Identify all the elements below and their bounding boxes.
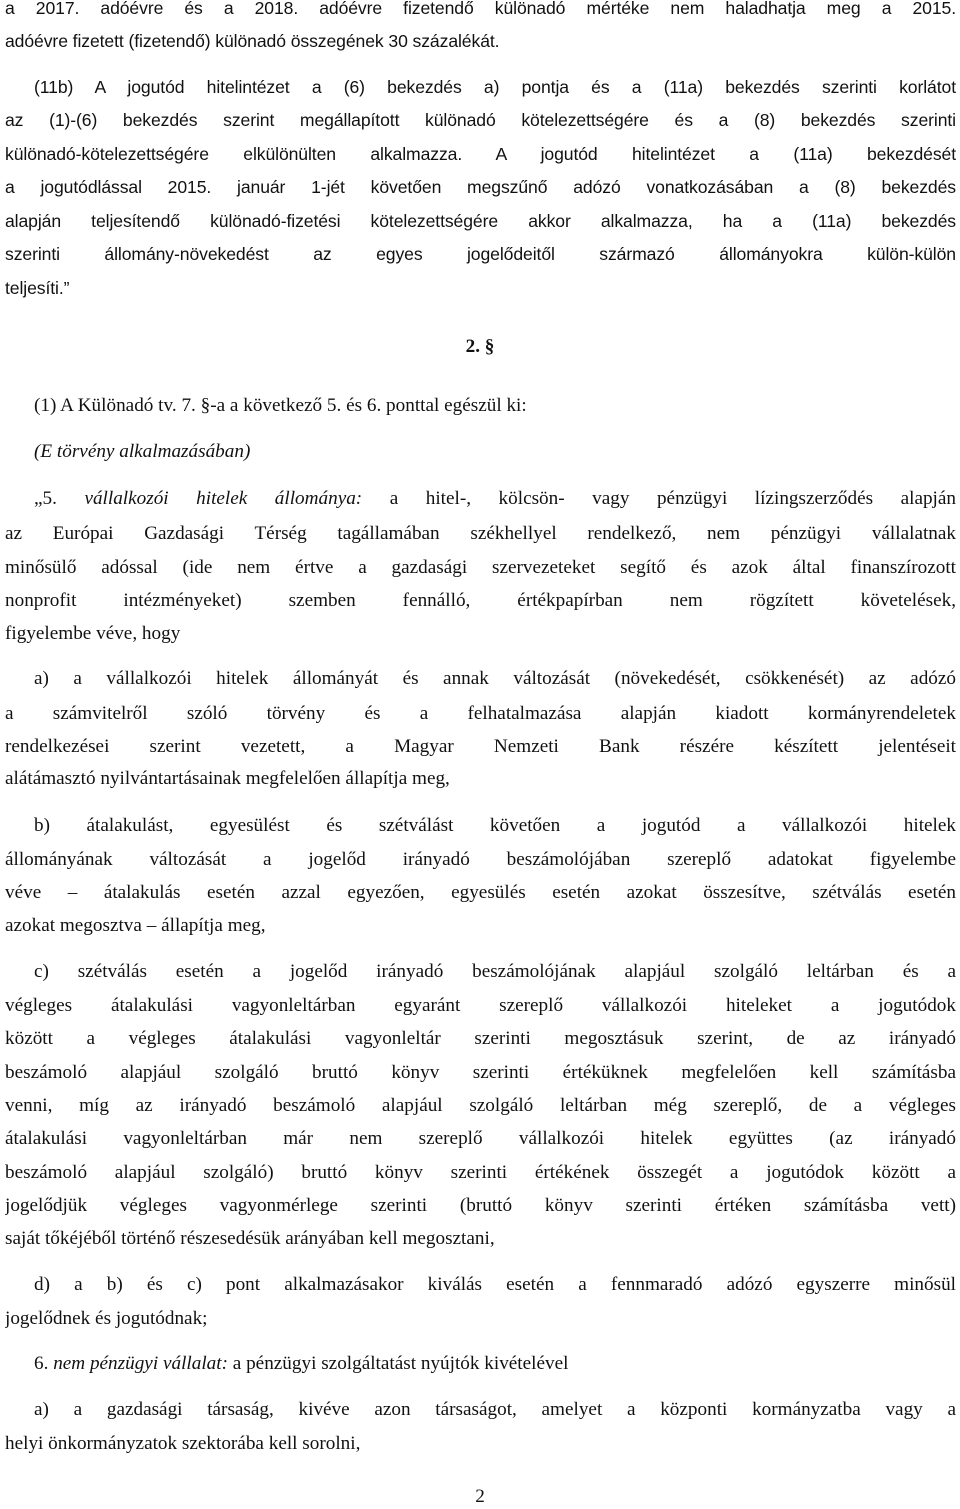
p11b-line-1: (11b) A jogutód hitelintézet a (6) bekezdés a) pontja és a (11a) bekezdés szerinti korlátot	[34, 77, 956, 97]
p11b-line-7: teljesíti.”	[5, 278, 70, 298]
p5c-line-4: beszámoló alapjául szolgáló bruttó könyv szerinti értéküknek megfelelően kell számításba	[5, 1062, 956, 1083]
p5-line-5: figyelembe véve, hogy	[5, 623, 181, 644]
p5d-line-1: d) a b) és c) pont alkalmazásakor kiválás esetén a fennmaradó adózó egyszerre minősül	[34, 1274, 956, 1295]
p5-line-4: nonprofit intézményeket) szemben fennálló, értékpapírban nem rögzített követelések,	[5, 590, 956, 611]
p6-term: nem pénzügyi vállalat:	[53, 1353, 228, 1374]
section-number: 2.	[465, 336, 480, 357]
p5c-line-5: venni, míg az irányadó beszámoló alapjául szolgáló leltárban még szereplő, de a végleges	[5, 1095, 956, 1116]
section-symbol: §	[484, 336, 495, 357]
p5b-line-3: véve – átalakulás esetén azzal egyezően, egyesülés esetén azokat összesítve, szétválás esetén	[5, 882, 956, 903]
p11b-line-6: szerinti állomány-növekedést az egyes jogelődeitől származó állományokra külön-külön	[5, 244, 956, 264]
p5c-line-8: jogelődjük végleges vagyonmérlege szerinti (bruttó könyv szerinti értéken számításba vett)	[5, 1195, 956, 1216]
p5a-line-3: rendelkezései szerint vezetett, a Magyar Nemzeti Bank részére készített jelentéseit	[5, 736, 956, 757]
p5b-line-1: b) átalakulást, egyesülést és szétválást követően a jogutód a vállalkozói hitelek	[34, 815, 956, 836]
p11b-line-3: különadó-kötelezettségére elkülönülten alkalmazza. A jogutód hitelintézet a (11a) bekezdését	[5, 144, 956, 164]
p11b-line-2: az (1)-(6) bekezdés szerint megállapított különadó kötelezettségére és a (8) bekezdés szerinti	[5, 110, 956, 130]
p5b-line-2: állományának változását a jogelőd irányadó beszámolójában szereplő adatokat figyelembe	[5, 849, 956, 870]
p5-line-2: az Európai Gazdasági Térség tagállamában székhellyel rendelkező, nem pénzügyi vállalatnak	[5, 523, 956, 544]
p5-line-1: „5. vállalkozói hitelek állománya: a hitel-, kölcsön- vagy pénzügyi lízingszerződés alapján	[34, 488, 956, 509]
p6-prefix: 6.	[34, 1353, 54, 1374]
p5c-line-1: c) szétválás esetén a jogelőd irányadó beszámolójának alapjául szolgáló leltárban és a	[34, 961, 956, 982]
p6a-line-2: helyi önkormányzatok szektorába kell sorolni,	[5, 1433, 361, 1454]
p11b-line-5: alapján teljesítendő különadó-fizetési kötelezettségére akkor alkalmazza, ha a (11a) bekezdés	[5, 211, 956, 231]
page-number: 2	[475, 1486, 485, 1507]
section-heading	[0, 335, 960, 359]
p5c-line-7: beszámoló alapjául szolgáló) bruttó könyv szerinti értékének összegét a jogutódok között a	[5, 1162, 956, 1183]
p5b-line-4: azokat megosztva – állapítja meg,	[5, 915, 266, 936]
p5c-line-6: átalakulási vagyonleltárban már nem szereplő vállalkozói hitelek együttes (az irányadó	[5, 1128, 956, 1149]
p5d-line-2: jogelődnek és jogutódnak;	[5, 1308, 208, 1329]
p6-rest: a pénzügyi szolgáltatást nyújtók kivételével	[227, 1353, 569, 1374]
intro-line-1: a 2017. adóévre és a 2018. adóévre fizetendő különadó mértéke nem haladhatja meg a 2015.	[5, 0, 956, 18]
p11b-line-4: a jogutódlással 2015. január 1-jét követően megszűnő adózó vonatkozásában a (8) bekezdés	[5, 177, 956, 197]
p5-term: vállalkozói hitelek állománya:	[84, 488, 363, 509]
italic-heading: (E törvény alkalmazásában)	[34, 441, 251, 462]
p5a-line-1: a) a vállalkozói hitelek állományát és annak változását (növekedését, csökkenését) az adózó	[34, 668, 956, 689]
intro-line-2: adóévre fizetett (fizetendő) különadó összegének 30 százalékát.	[5, 31, 500, 51]
p5c-line-3: között a végleges átalakulási vagyonleltár szerinti megosztásuk szerint, de az irányadó	[5, 1028, 956, 1049]
p5a-line-4: alátámasztó nyilvántartásainak megfelelően állapítja meg,	[5, 768, 450, 789]
p5c-line-9: saját tőkéjéből történő részesedésük arányában kell megosztani,	[5, 1228, 495, 1249]
p6-line	[34, 1352, 956, 1376]
amend-line: (1) A Különadó tv. 7. §-a a következő 5. és 6. ponttal egészül ki:	[34, 395, 527, 416]
p6a-line-1: a) a gazdasági társaság, kivéve azon társaságot, amelyet a központi kormányzatba vagy a	[34, 1399, 956, 1420]
p5c-line-2: végleges átalakulási vagyonleltárban egyaránt szereplő vállalkozói hiteleket a jogutódok	[5, 995, 956, 1016]
p5a-line-2: a számvitelről szóló törvény és a felhatalmazása alapján kiadott kormányrendeletek	[5, 703, 956, 724]
p5-line-3: minősülő adóssal (ide nem értve a gazdasági szervezeteket segítő és azok által finanszírozott	[5, 557, 956, 578]
